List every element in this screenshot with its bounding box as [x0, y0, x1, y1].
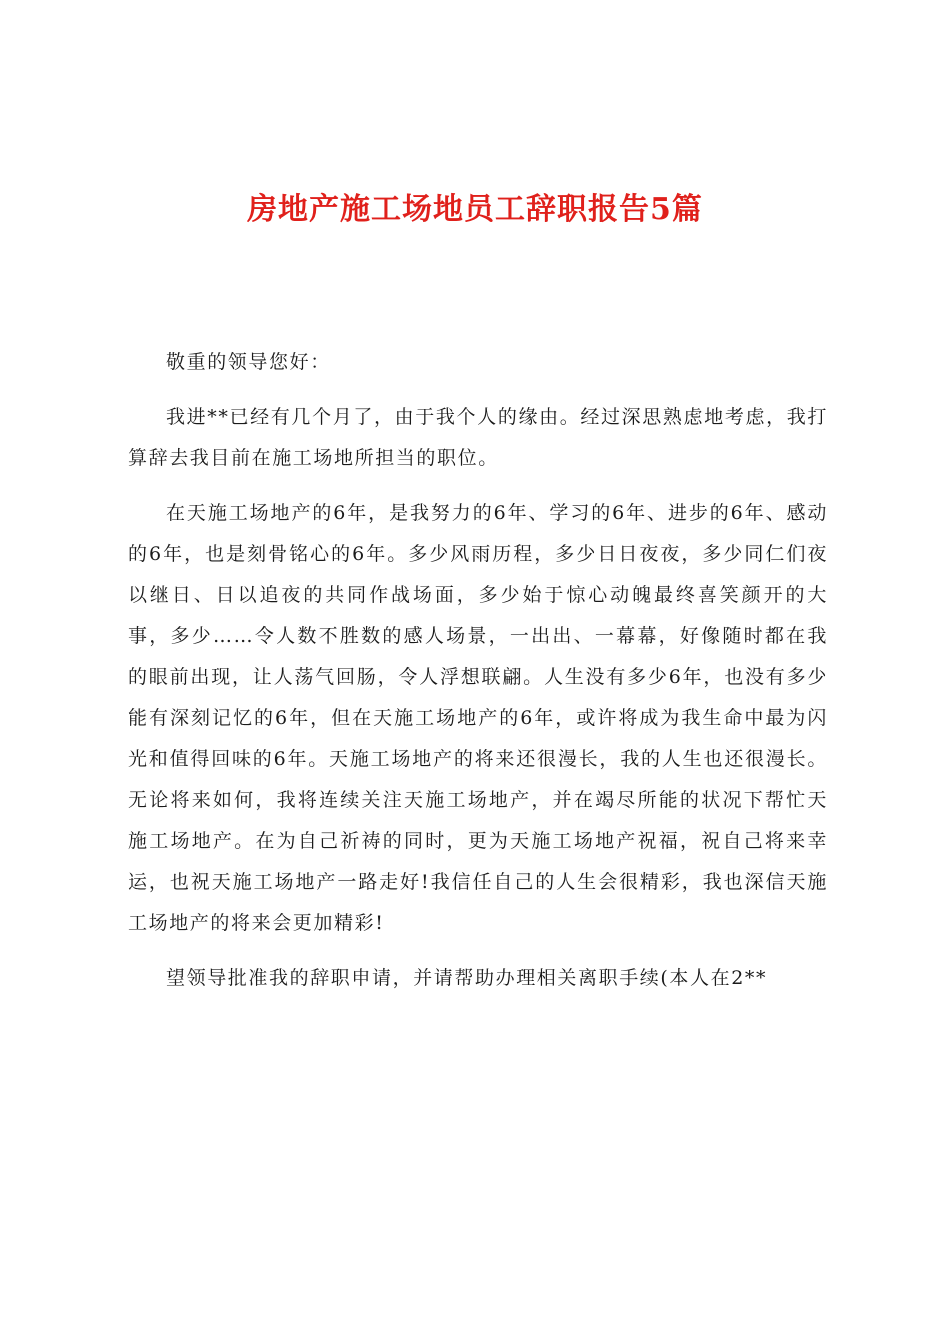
- body-paragraph: 我进**已经有几个月了，由于我个人的缘由。经过深思熟虑地考虑，我打算辞去我目前在施工场地所担当的职位。: [128, 406, 828, 469]
- salutation-paragraph: 敬重的领导您好：: [166, 351, 331, 373]
- body-paragraph: 望领导批准我的辞职申请，并请帮助办理相关离职手续(本人在2**: [166, 967, 768, 989]
- document-title: 房地产施工场地员工辞职报告5篇: [247, 192, 703, 227]
- body-paragraph: 在天施工场地产的6年，是我努力的6年、学习的6年、进步的6年、感动的6年，也是刻骨铭心的6年。多少风雨历程，多少日日夜夜，多少同仁们夜以继日、日以追夜的共同作战场面，多少始于惊心动魄最终喜笑颜开的大事，多少……令人数不胜数的感人场景，一出出、一幕幕，好像随时都在我的眼前出现，让人荡气回肠，令人浮想联翩。人生没有多少6年，也没有多少能有深刻记忆的6年，但在天施工场地产的6年，或许将成为我生命中最为闪光和值得回味的6年。天施工场地产的将来还很漫长，我的人生也还很漫长。无论将来如何，我将连续关注天施工场地产，并在竭尽所能的状况下帮忙天施工场地产。在为自己祈祷的同时，更为天施工场地产祝福，祝自己将来幸运，也祝天施工场地产一路走好!我信任自己的人生会很精彩，我也深信天施工场地产的将来会更加精彩!: [128, 502, 828, 934]
- document-body: [128, 342, 828, 1013]
